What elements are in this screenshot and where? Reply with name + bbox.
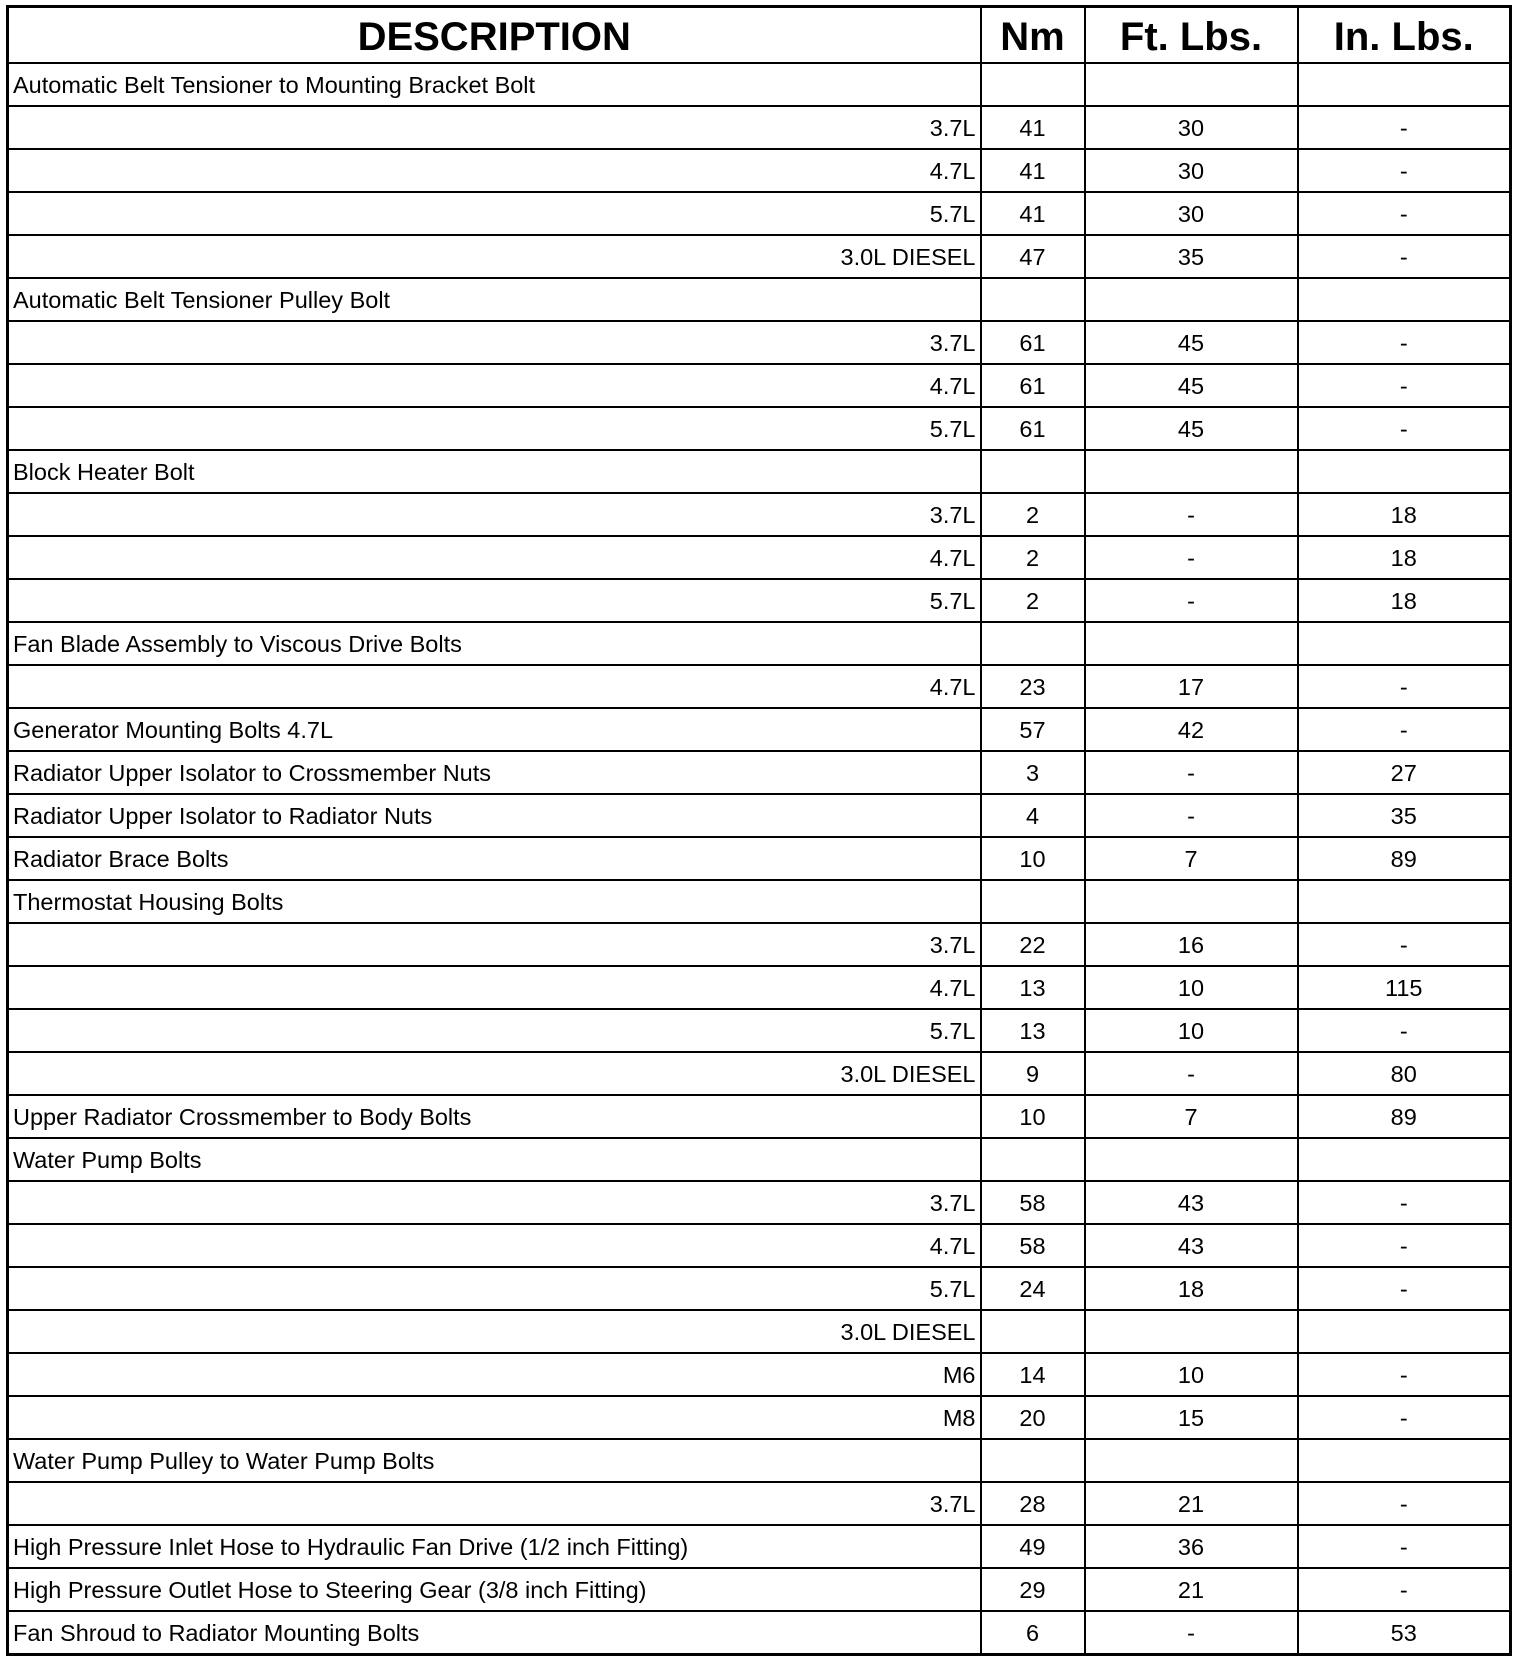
in-lbs-cell: - [1298, 923, 1511, 966]
in-lbs-cell: 115 [1298, 966, 1511, 1009]
engine-cell: 5.7L [8, 407, 981, 450]
engine-cell: 3.7L [8, 106, 981, 149]
nm-cell: 2 [981, 536, 1085, 579]
nm-cell [981, 880, 1085, 923]
in-lbs-cell: - [1298, 1482, 1511, 1525]
engine-cell: 3.0L DIESEL [8, 1310, 981, 1353]
nm-cell: 57 [981, 708, 1085, 751]
engine-row [8, 1353, 1511, 1396]
nm-cell: 28 [981, 1482, 1085, 1525]
in-lbs-cell: 80 [1298, 1052, 1511, 1095]
ft-lbs-cell: 10 [1085, 1353, 1298, 1396]
engine-row [8, 665, 1511, 708]
in-lbs-cell: - [1298, 321, 1511, 364]
nm-cell: 2 [981, 493, 1085, 536]
ft-lbs-cell: 43 [1085, 1224, 1298, 1267]
ft-lbs-cell [1085, 1310, 1298, 1353]
ft-lbs-cell: - [1085, 579, 1298, 622]
engine-row [8, 106, 1511, 149]
ft-lbs-cell: 30 [1085, 149, 1298, 192]
nm-cell [981, 1138, 1085, 1181]
group-row [8, 1138, 1511, 1181]
nm-cell [981, 278, 1085, 321]
nm-cell: 20 [981, 1396, 1085, 1439]
nm-cell: 9 [981, 1052, 1085, 1095]
ft-lbs-cell: 45 [1085, 407, 1298, 450]
in-lbs-cell: - [1298, 1224, 1511, 1267]
engine-row [8, 407, 1511, 450]
in-lbs-cell: - [1298, 1396, 1511, 1439]
in-lbs-cell: - [1298, 1568, 1511, 1611]
nm-cell: 3 [981, 751, 1085, 794]
in-lbs-cell: 18 [1298, 579, 1511, 622]
nm-cell: 41 [981, 192, 1085, 235]
nm-cell: 41 [981, 106, 1085, 149]
engine-cell: 3.0L DIESEL [8, 235, 981, 278]
in-lbs-cell: 27 [1298, 751, 1511, 794]
in-lbs-cell: - [1298, 665, 1511, 708]
nm-cell [981, 1439, 1085, 1482]
nm-cell: 58 [981, 1224, 1085, 1267]
engine-cell: 5.7L [8, 579, 981, 622]
in-lbs-cell: - [1298, 192, 1511, 235]
nm-cell: 2 [981, 579, 1085, 622]
header-nm: Nm [981, 7, 1085, 64]
header-row [8, 7, 1511, 64]
ft-lbs-cell [1085, 450, 1298, 493]
engine-row [8, 149, 1511, 192]
in-lbs-cell: - [1298, 1267, 1511, 1310]
description-cell: Fan Shroud to Radiator Mounting Bolts [8, 1611, 981, 1655]
ft-lbs-cell [1085, 63, 1298, 106]
table-row [8, 1568, 1511, 1611]
nm-cell: 13 [981, 1009, 1085, 1052]
nm-cell [981, 450, 1085, 493]
ft-lbs-cell: 10 [1085, 1009, 1298, 1052]
description-cell: High Pressure Outlet Hose to Steering Gear (3/8 inch Fitting) [8, 1568, 981, 1611]
nm-cell: 61 [981, 364, 1085, 407]
engine-cell: 3.0L DIESEL [8, 1052, 981, 1095]
engine-cell: 4.7L [8, 364, 981, 407]
description-cell: Block Heater Bolt [8, 450, 981, 493]
in-lbs-cell: 89 [1298, 837, 1511, 880]
engine-row [8, 1052, 1511, 1095]
engine-cell: 4.7L [8, 665, 981, 708]
ft-lbs-cell: - [1085, 1052, 1298, 1095]
engine-cell: 5.7L [8, 1267, 981, 1310]
ft-lbs-cell: 15 [1085, 1396, 1298, 1439]
ft-lbs-cell: 45 [1085, 364, 1298, 407]
engine-cell: 4.7L [8, 966, 981, 1009]
in-lbs-cell [1298, 450, 1511, 493]
engine-row [8, 1482, 1511, 1525]
nm-cell [981, 1310, 1085, 1353]
in-lbs-cell: - [1298, 149, 1511, 192]
engine-row [8, 1267, 1511, 1310]
engine-cell: 3.7L [8, 493, 981, 536]
nm-cell: 13 [981, 966, 1085, 1009]
description-cell: Thermostat Housing Bolts [8, 880, 981, 923]
description-cell: Radiator Upper Isolator to Crossmember Nuts [8, 751, 981, 794]
nm-cell [981, 63, 1085, 106]
engine-cell: 3.7L [8, 923, 981, 966]
in-lbs-cell: - [1298, 364, 1511, 407]
header-in-lbs: In. Lbs. [1298, 7, 1511, 64]
nm-cell: 23 [981, 665, 1085, 708]
ft-lbs-cell: - [1085, 536, 1298, 579]
group-row [8, 278, 1511, 321]
ft-lbs-cell: 16 [1085, 923, 1298, 966]
nm-cell: 41 [981, 149, 1085, 192]
ft-lbs-cell: 45 [1085, 321, 1298, 364]
in-lbs-cell [1298, 63, 1511, 106]
ft-lbs-cell: 21 [1085, 1568, 1298, 1611]
ft-lbs-cell: - [1085, 751, 1298, 794]
in-lbs-cell: - [1298, 1353, 1511, 1396]
table-row [8, 794, 1511, 837]
in-lbs-cell: - [1298, 1525, 1511, 1568]
description-cell: Radiator Upper Isolator to Radiator Nuts [8, 794, 981, 837]
engine-cell: 4.7L [8, 1224, 981, 1267]
in-lbs-cell: 35 [1298, 794, 1511, 837]
in-lbs-cell [1298, 622, 1511, 665]
in-lbs-cell: 18 [1298, 536, 1511, 579]
ft-lbs-cell: 35 [1085, 235, 1298, 278]
description-cell: High Pressure Inlet Hose to Hydraulic Fan Drive (1/2 inch Fitting) [8, 1525, 981, 1568]
engine-row [8, 1224, 1511, 1267]
in-lbs-cell [1298, 1439, 1511, 1482]
nm-cell: 10 [981, 1095, 1085, 1138]
header-ft-lbs: Ft. Lbs. [1085, 7, 1298, 64]
ft-lbs-cell: 7 [1085, 1095, 1298, 1138]
description-cell: Automatic Belt Tensioner Pulley Bolt [8, 278, 981, 321]
engine-cell: 5.7L [8, 1009, 981, 1052]
ft-lbs-cell: 10 [1085, 966, 1298, 1009]
nm-cell: 29 [981, 1568, 1085, 1611]
description-cell: Water Pump Pulley to Water Pump Bolts [8, 1439, 981, 1482]
ft-lbs-cell: - [1085, 493, 1298, 536]
nm-cell: 10 [981, 837, 1085, 880]
in-lbs-cell [1298, 278, 1511, 321]
nm-cell: 61 [981, 321, 1085, 364]
in-lbs-cell [1298, 1310, 1511, 1353]
engine-row [8, 579, 1511, 622]
engine-row [8, 1310, 1511, 1353]
engine-cell: M6 [8, 1353, 981, 1396]
engine-cell: 4.7L [8, 149, 981, 192]
torque-specifications-table [6, 5, 1512, 1656]
header-description: DESCRIPTION [8, 7, 981, 64]
in-lbs-cell: 18 [1298, 493, 1511, 536]
ft-lbs-cell: - [1085, 794, 1298, 837]
group-row [8, 1439, 1511, 1482]
in-lbs-cell: - [1298, 106, 1511, 149]
nm-cell: 4 [981, 794, 1085, 837]
in-lbs-cell: 53 [1298, 1611, 1511, 1655]
nm-cell: 49 [981, 1525, 1085, 1568]
group-row [8, 622, 1511, 665]
in-lbs-cell [1298, 880, 1511, 923]
ft-lbs-cell: - [1085, 1611, 1298, 1655]
table-row [8, 1611, 1511, 1655]
engine-row [8, 493, 1511, 536]
ft-lbs-cell: 7 [1085, 837, 1298, 880]
description-cell: Automatic Belt Tensioner to Mounting Bracket Bolt [8, 63, 981, 106]
engine-row [8, 192, 1511, 235]
engine-cell: 3.7L [8, 1482, 981, 1525]
group-row [8, 450, 1511, 493]
table-row [8, 837, 1511, 880]
table-header [8, 7, 1511, 64]
nm-cell: 47 [981, 235, 1085, 278]
ft-lbs-cell [1085, 1439, 1298, 1482]
table-row [8, 751, 1511, 794]
nm-cell: 22 [981, 923, 1085, 966]
engine-cell: 3.7L [8, 1181, 981, 1224]
ft-lbs-cell: 18 [1085, 1267, 1298, 1310]
engine-row [8, 321, 1511, 364]
ft-lbs-cell: 30 [1085, 106, 1298, 149]
engine-row [8, 1009, 1511, 1052]
ft-lbs-cell: 42 [1085, 708, 1298, 751]
engine-row [8, 966, 1511, 1009]
in-lbs-cell: - [1298, 235, 1511, 278]
engine-row [8, 923, 1511, 966]
in-lbs-cell: 89 [1298, 1095, 1511, 1138]
nm-cell: 6 [981, 1611, 1085, 1655]
engine-row [8, 1181, 1511, 1224]
table-row [8, 1095, 1511, 1138]
engine-cell: 3.7L [8, 321, 981, 364]
table-row [8, 708, 1511, 751]
in-lbs-cell: - [1298, 708, 1511, 751]
engine-cell: M8 [8, 1396, 981, 1439]
engine-row [8, 235, 1511, 278]
nm-cell: 58 [981, 1181, 1085, 1224]
ft-lbs-cell: 30 [1085, 192, 1298, 235]
table-row [8, 1525, 1511, 1568]
in-lbs-cell [1298, 1138, 1511, 1181]
table-body [8, 63, 1511, 1655]
in-lbs-cell: - [1298, 1181, 1511, 1224]
engine-cell: 5.7L [8, 192, 981, 235]
ft-lbs-cell: 43 [1085, 1181, 1298, 1224]
engine-row [8, 536, 1511, 579]
ft-lbs-cell [1085, 278, 1298, 321]
in-lbs-cell: - [1298, 1009, 1511, 1052]
description-cell: Fan Blade Assembly to Viscous Drive Bolts [8, 622, 981, 665]
group-row [8, 63, 1511, 106]
engine-row [8, 1396, 1511, 1439]
nm-cell: 14 [981, 1353, 1085, 1396]
nm-cell: 24 [981, 1267, 1085, 1310]
group-row [8, 880, 1511, 923]
description-cell: Radiator Brace Bolts [8, 837, 981, 880]
ft-lbs-cell: 36 [1085, 1525, 1298, 1568]
engine-row [8, 364, 1511, 407]
description-cell: Water Pump Bolts [8, 1138, 981, 1181]
nm-cell [981, 622, 1085, 665]
ft-lbs-cell: 21 [1085, 1482, 1298, 1525]
in-lbs-cell: - [1298, 407, 1511, 450]
description-cell: Generator Mounting Bolts 4.7L [8, 708, 981, 751]
ft-lbs-cell [1085, 880, 1298, 923]
ft-lbs-cell [1085, 1138, 1298, 1181]
nm-cell: 61 [981, 407, 1085, 450]
ft-lbs-cell [1085, 622, 1298, 665]
ft-lbs-cell: 17 [1085, 665, 1298, 708]
engine-cell: 4.7L [8, 536, 981, 579]
description-cell: Upper Radiator Crossmember to Body Bolts [8, 1095, 981, 1138]
